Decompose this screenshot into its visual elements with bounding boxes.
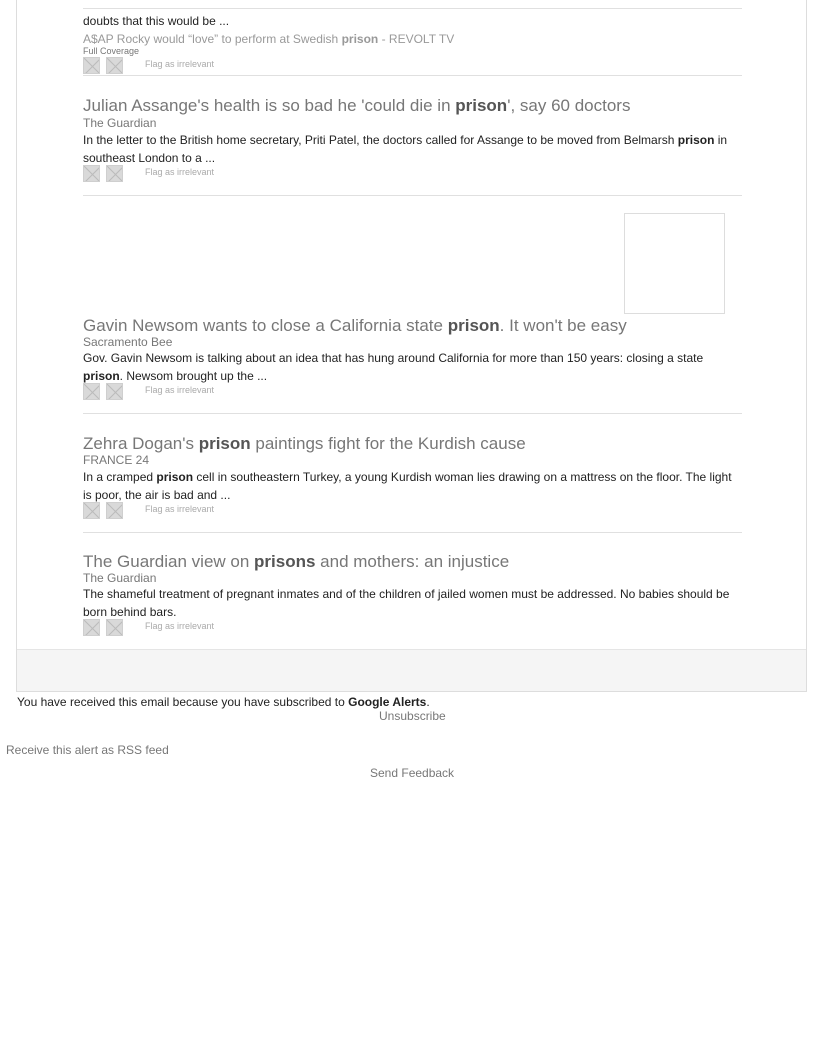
flag-as-irrelevant-link[interactable]: Flag as irrelevant [145, 385, 215, 395]
article-title-link[interactable]: The Guardian view on prisons and mothers: an injustice [83, 552, 510, 571]
flag-button-1[interactable] [83, 165, 100, 182]
related-article-link[interactable]: A$AP Rocky would “love” to perform at Swedish prison - REVOLT TV [83, 32, 455, 46]
article-title-link[interactable]: Julian Assange's health is so bad he 'could die in prison', say 60 doctors [83, 96, 631, 115]
article-thumbnail[interactable] [624, 213, 725, 314]
article-source: FRANCE 24 [83, 453, 150, 467]
flag-as-irrelevant-link[interactable]: Flag as irrelevant [145, 504, 215, 514]
full-coverage-link[interactable]: Full Coverage [83, 46, 140, 56]
divider [83, 532, 742, 533]
broken-image-icon [107, 384, 123, 400]
article-snippet: The shameful treatment of pregnant inmates and of the children of jailed women must be addressed. No babies should be born behind bars. [83, 587, 730, 619]
flag-button-2[interactable] [106, 619, 123, 636]
flag-button-2[interactable] [106, 383, 123, 400]
broken-image-icon [84, 384, 100, 400]
unsubscribe-link[interactable]: Unsubscribe [379, 709, 446, 723]
article-snippet: In the letter to the British home secretary, Priti Patel, the doctors called for Assange to be moved from Belmarsh prison in southeast London to a ... [83, 133, 728, 165]
divider [83, 75, 742, 76]
article-source: The Guardian [83, 116, 157, 130]
email-footer-band [17, 649, 806, 691]
flag-button-2[interactable] [106, 502, 123, 519]
divider [83, 8, 742, 9]
broken-image-icon [84, 620, 100, 636]
broken-image-icon [107, 503, 123, 519]
flag-button-1[interactable] [83, 619, 100, 636]
flag-button-2[interactable] [106, 57, 123, 74]
prev-snippet-tail: doubts that this would be ... [83, 14, 230, 28]
broken-image-icon [107, 620, 123, 636]
article-source: The Guardian [83, 571, 157, 585]
flag-as-irrelevant-link[interactable]: Flag as irrelevant [145, 59, 215, 69]
subscription-notice: You have received this email because you have subscribed to Google Alerts. [17, 695, 430, 709]
broken-image-icon [107, 166, 123, 182]
broken-image-icon [84, 166, 100, 182]
flag-button-1[interactable] [83, 383, 100, 400]
divider [83, 195, 742, 196]
flag-button-1[interactable] [83, 502, 100, 519]
flag-as-irrelevant-link[interactable]: Flag as irrelevant [145, 621, 215, 631]
article-snippet: Gov. Gavin Newsom is talking about an idea that has hung around California for more than 150 years: closing a state prison. Newsom brought up the ... [83, 351, 704, 383]
article-title-link[interactable]: Zehra Dogan's prison paintings fight for the Kurdish cause [83, 434, 526, 453]
divider [83, 413, 742, 414]
article-snippet: In a cramped prison cell in southeastern Turkey, a young Kurdish woman lies drawing on a mattress on the floor. The light is poor, the air is bad and ... [83, 470, 732, 502]
flag-button-1[interactable] [83, 57, 100, 74]
send-feedback-link[interactable]: Send Feedback [370, 766, 455, 780]
article-title-link[interactable]: Gavin Newsom wants to close a California state prison. It won't be easy [83, 316, 627, 335]
article-source: Sacramento Bee [83, 335, 173, 349]
broken-image-icon [84, 58, 100, 74]
flag-button-2[interactable] [106, 165, 123, 182]
rss-feed-link[interactable]: Receive this alert as RSS feed [6, 743, 169, 757]
broken-image-icon [107, 58, 123, 74]
broken-image-icon [84, 503, 100, 519]
flag-as-irrelevant-link[interactable]: Flag as irrelevant [145, 167, 215, 177]
